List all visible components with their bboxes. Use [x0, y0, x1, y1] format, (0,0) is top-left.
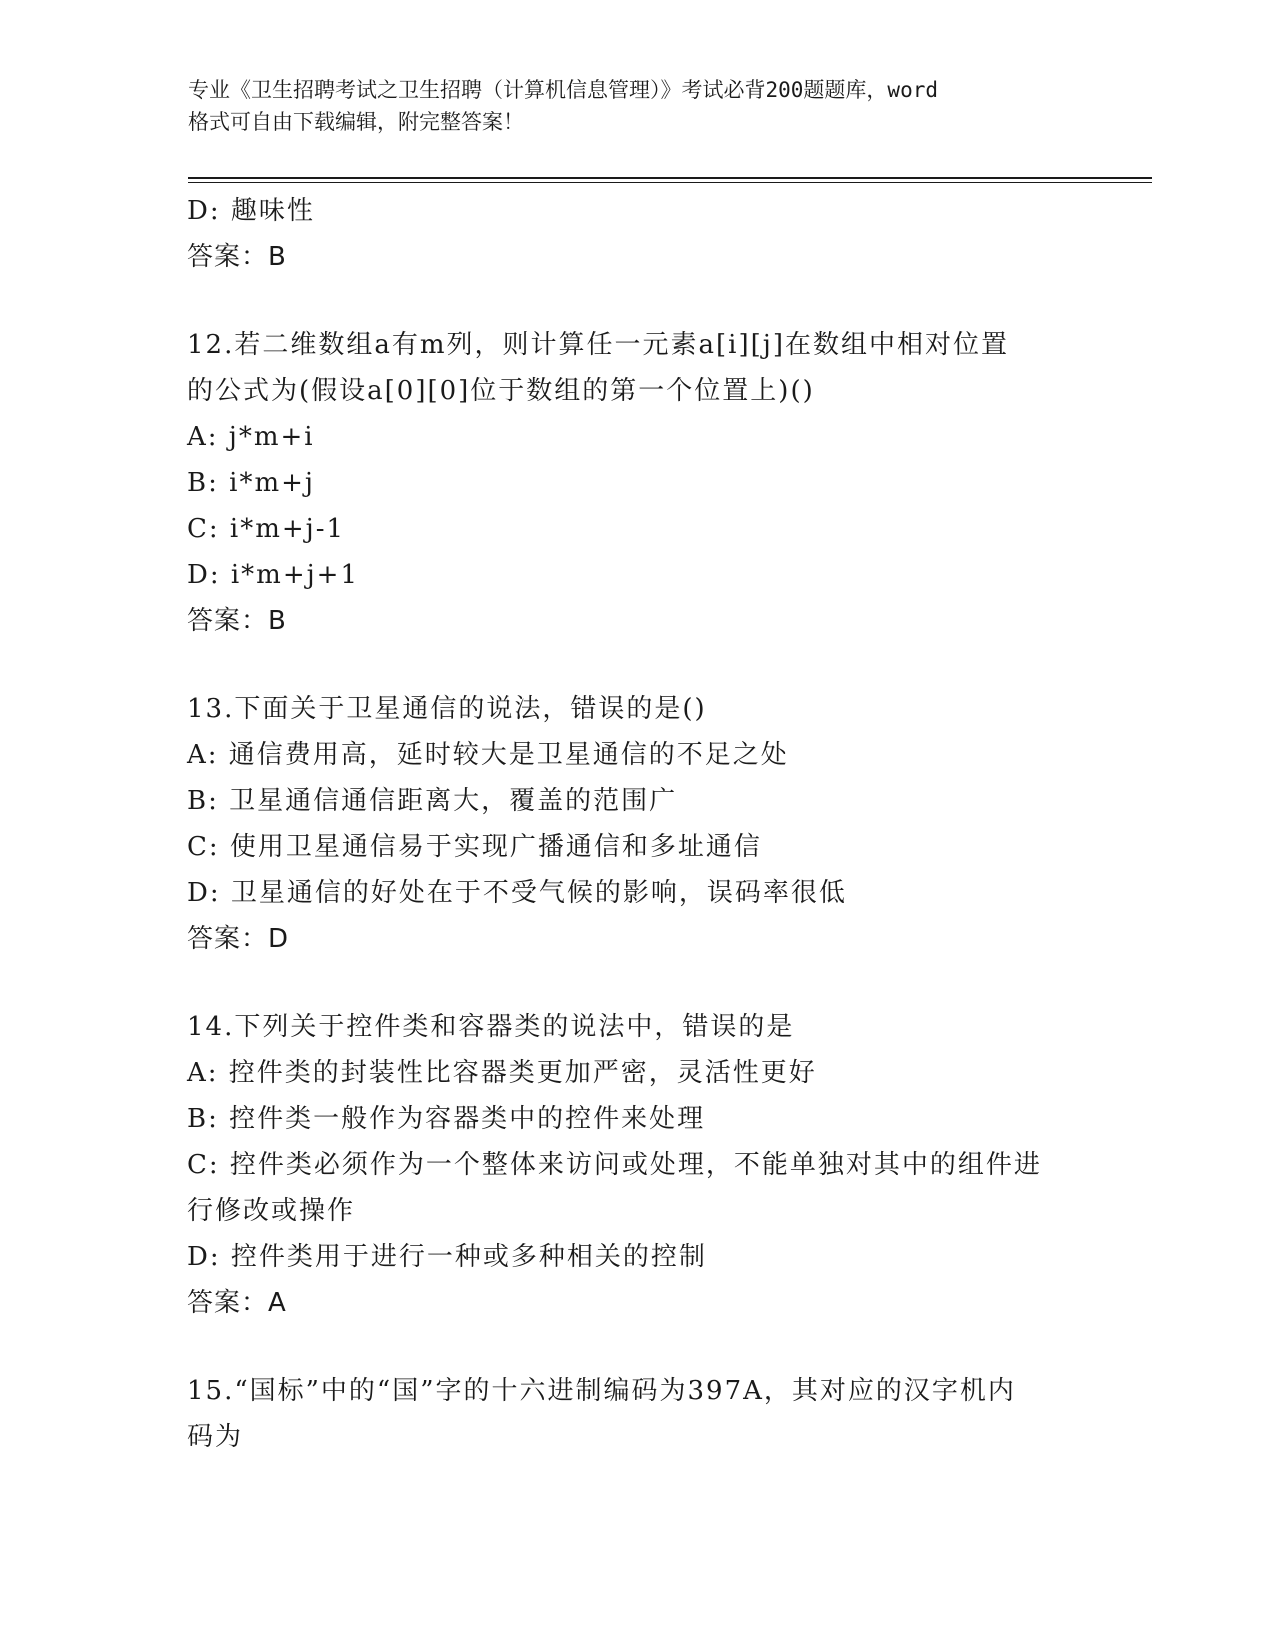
question-stem-line: 13.下面关于卫星通信的说法，错误的是()	[187, 694, 707, 724]
header-divider-thick	[188, 177, 1152, 179]
question-15	[187, 1368, 1087, 1460]
answer: 答案：B	[187, 606, 287, 636]
header-line-1: 专业《卫生招聘考试之卫生招聘（计算机信息管理）》考试必背200题题库，word	[188, 78, 938, 102]
question-stem-line: 的公式为(假设a[0][0]位于数组的第一个位置上)()	[187, 376, 815, 406]
question-stem-line: 码为	[187, 1422, 244, 1452]
option-c: C: 使用卫星通信易于实现广播通信和多址通信	[187, 832, 762, 862]
option-c: C: i*m+j-1	[187, 514, 346, 544]
header-divider-thin	[188, 182, 1152, 183]
question-stem-line: 15.“国标”中的“国”字的十六进制编码为397A，其对应的汉字机内	[187, 1376, 1016, 1406]
prev-option-d: D: 趣味性	[187, 196, 315, 226]
option-d: D: i*m+j+1	[187, 560, 360, 590]
question-13	[187, 686, 1087, 962]
option-a: A: 控件类的封装性比容器类更加严密，灵活性更好	[187, 1058, 817, 1088]
question-stem-line: 12.若二维数组a有m列，则计算任一元素a[i][j]在数组中相对位置	[187, 330, 1009, 360]
document-header	[188, 74, 1088, 138]
answer: 答案：A	[187, 1288, 287, 1318]
option-d: D: 控件类用于进行一种或多种相关的控制	[187, 1242, 707, 1272]
prev-answer: 答案：B	[187, 242, 287, 272]
option-c-continued: 行修改或操作	[187, 1196, 356, 1226]
option-d: D: 卫星通信的好处在于不受气候的影响，误码率很低	[187, 878, 847, 908]
option-a: A: j*m+i	[187, 422, 315, 452]
question-stem-line: 14.下列关于控件类和容器类的说法中，错误的是	[187, 1012, 795, 1042]
question-14	[187, 1004, 1087, 1326]
option-b: B: i*m+j	[187, 468, 315, 498]
question-12	[187, 322, 1087, 644]
answer: 答案：D	[187, 924, 290, 954]
option-b: B: 卫星通信通信距离大，覆盖的范围广	[187, 786, 678, 816]
option-a: A: 通信费用高，延时较大是卫星通信的不足之处	[187, 740, 789, 770]
question-content	[187, 188, 1087, 1460]
option-c: C: 控件类必须作为一个整体来访问或处理，不能单独对其中的组件进	[187, 1150, 1042, 1180]
option-b: B: 控件类一般作为容器类中的控件来处理	[187, 1104, 706, 1134]
header-line-2: 格式可自由下载编辑，附完整答案！	[188, 110, 524, 134]
